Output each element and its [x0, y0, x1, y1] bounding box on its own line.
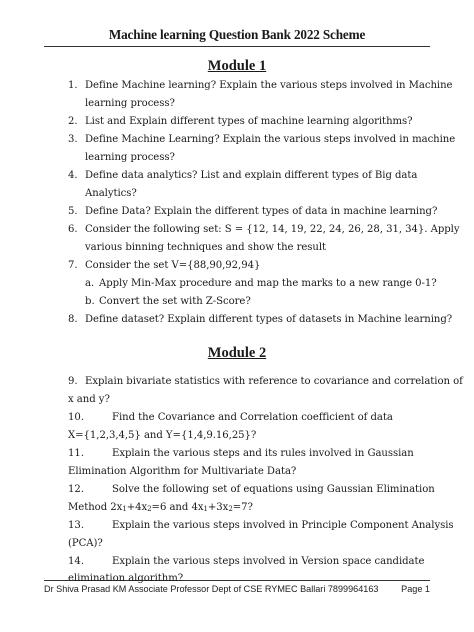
- eq-subscript: 1: [203, 505, 208, 513]
- question-number: 3.: [68, 134, 78, 145]
- question-number: 10.: [68, 412, 85, 423]
- header-rule: [44, 46, 430, 47]
- question-number: 4.: [68, 170, 78, 181]
- question-text: x and y?: [68, 394, 110, 405]
- module-1-heading: Module 1: [207, 58, 267, 74]
- question-number: 6.: [68, 224, 78, 235]
- question-text: learning process?: [85, 98, 175, 109]
- eq-part: Method 2x: [68, 502, 123, 513]
- eq-part: =6 and 4x: [151, 502, 204, 513]
- subquestion-text: Convert the set with Z-Score?: [99, 296, 251, 307]
- question-text: X={1,2,3,4,5} and Y={1,4,9.16,25}?: [68, 430, 257, 441]
- question-number: 13.: [68, 520, 85, 531]
- eq-part: +4x: [126, 502, 148, 513]
- question-text: Explain the various steps involved in Version space candidate: [112, 556, 425, 567]
- subquestion-text: Apply Min-Max procedure and map the marks to a new range 0-1?: [99, 278, 437, 289]
- question-text: Define dataset? Explain different types of datasets in Machine learning?: [85, 314, 453, 325]
- footer-author: Dr Shiva Prasad KM Associate Professor Dept of CSE RYMEC Ballari 7899964163: [44, 584, 379, 594]
- eq-subscript: 2: [228, 505, 233, 513]
- question-text: Consider the following set: S = {12, 14, 19, 22, 24, 26, 28, 31, 34}. Apply: [85, 224, 460, 235]
- module-2-heading: Module 2: [207, 345, 267, 361]
- eq-subscript: 2: [147, 505, 152, 513]
- question-text: Consider the set V={88,90,92,94}: [85, 260, 261, 271]
- question-text: elimination algorithm?: [68, 573, 184, 584]
- question-number: 2.: [68, 116, 78, 127]
- question-number: 5.: [68, 206, 78, 217]
- question-text: Define Machine Learning? Explain the various steps involved in machine: [85, 134, 456, 145]
- question-number: 1.: [68, 80, 78, 91]
- question-text: Define Machine learning? Explain the various steps involved in Machine: [85, 80, 453, 91]
- question-text: Elimination Algorithm for Multivariate Data?: [68, 466, 297, 477]
- question-text: Solve the following set of equations using Gaussian Elimination: [112, 484, 435, 495]
- question-number: 8.: [68, 314, 78, 325]
- equation-line: [68, 502, 253, 513]
- eq-part: =7?: [232, 502, 253, 513]
- question-text: learning process?: [85, 152, 175, 163]
- question-text: Explain the various steps involved in Principle Component Analysis: [112, 520, 454, 531]
- question-number: 12.: [68, 484, 85, 495]
- question-text: List and Explain different types of machine learning algorithms?: [85, 116, 413, 127]
- question-text: Explain bivariate statistics with reference to covariance and correlation of: [85, 376, 463, 387]
- eq-part: +3x: [207, 502, 229, 513]
- eq-subscript: 1: [122, 505, 127, 513]
- question-text: (PCA)?: [68, 538, 103, 549]
- question-number: 9.: [68, 376, 78, 387]
- question-text: Analytics?: [85, 188, 137, 199]
- question-number: 14.: [68, 556, 85, 567]
- page-number: Page 1: [401, 584, 430, 594]
- subquestion-label: b.: [85, 296, 95, 307]
- question-number: 7.: [68, 260, 78, 271]
- subquestion-label: a.: [85, 278, 95, 289]
- document-title: Machine learning Question Bank 2022 Scheme: [108, 27, 366, 42]
- question-text: various binning techniques and show the result: [85, 242, 327, 253]
- question-text: Define data analytics? List and explain different types of Big data: [85, 170, 418, 181]
- question-text: Define Data? Explain the different types of data in machine learning?: [85, 206, 438, 217]
- question-text: Explain the various steps and its rules involved in Gaussian: [112, 448, 414, 459]
- question-text: Find the Covariance and Correlation coefficient of data: [112, 412, 393, 423]
- question-number: 11.: [68, 448, 85, 459]
